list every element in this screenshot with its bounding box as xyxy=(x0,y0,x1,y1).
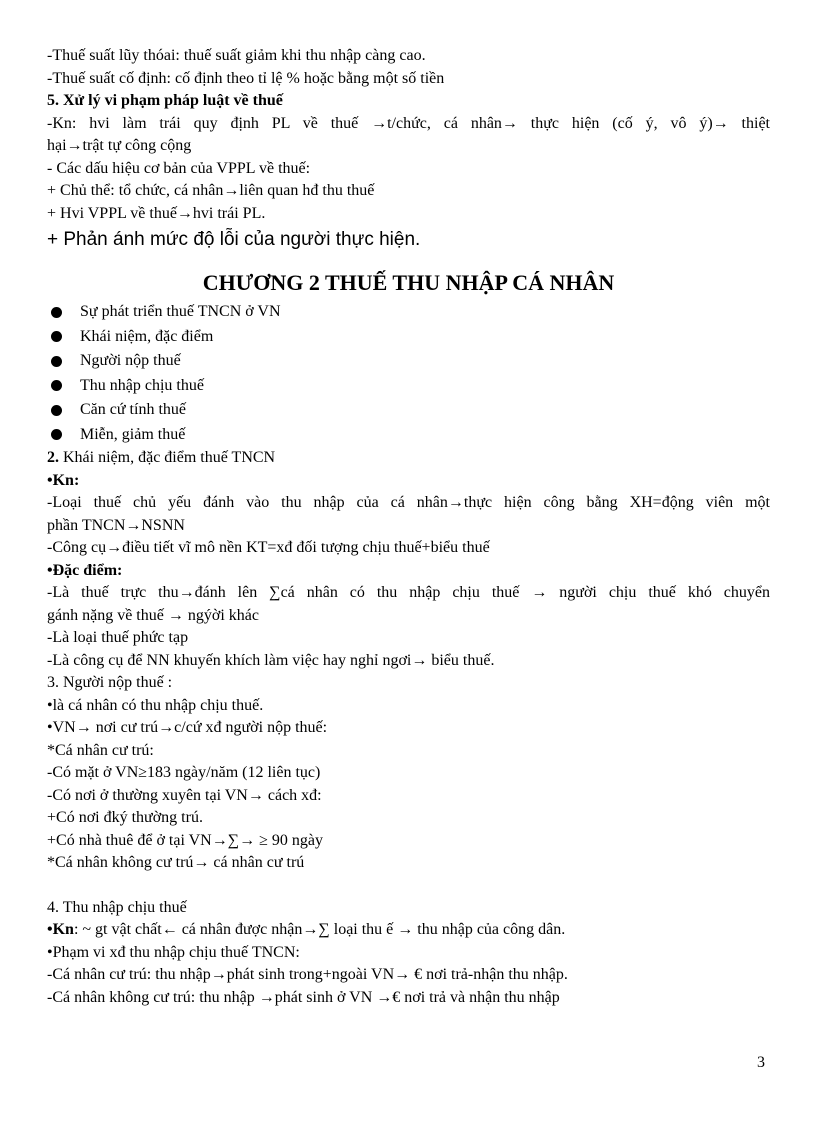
bullet-dot-icon xyxy=(51,380,62,391)
bullet-dot-icon xyxy=(51,307,62,318)
text-line: -Kn: hvi làm trái quy định PL về thuế →t/chức, cá nhân→ thực hiện (cố ý, vô ý)→ thiệt xyxy=(47,114,770,132)
text-line: -Cá nhân không cư trú: thu nhập →phát sinh ở VN →€ nơi trả và nhận thu nhập xyxy=(47,988,560,1006)
text-line: •Kn: ~ gt vật chất← cá nhân được nhận→∑ loại thu ế → thu nhập của công dân. xyxy=(47,921,566,938)
text-line: -Thuế suất cố định: cố định theo tỉ lệ % hoặc bằng một số tiền xyxy=(47,69,445,87)
text-line: -Thuế suất lũy thóai: thuế suất giảm khi thu nhập càng cao. xyxy=(47,47,426,64)
text-line: +Có nơi đký thường trú. xyxy=(47,809,203,826)
text-line: •VN→ nơi cư trú→c/cứ xđ người nộp thuế: xyxy=(47,719,328,736)
text-line: •là cá nhân có thu nhập chịu thuế. xyxy=(47,696,264,714)
subheading: •Đặc điểm: xyxy=(47,561,123,579)
text-line: phần TNCN→NSNN xyxy=(47,516,185,534)
bullet-item: Sự phát triển thuế TNCN ở VN xyxy=(47,300,770,325)
bullet-item: Người nộp thuế xyxy=(47,349,770,374)
text-line: -Loại thuế chủ yếu đánh vào thu nhập của cá nhân→thực hiện công bằng XH=động viên một xyxy=(47,494,770,511)
text-line: *Cá nhân không cư trú→ cá nhân cư trú xyxy=(47,854,305,871)
blank-line xyxy=(47,875,770,897)
page-number: 3 xyxy=(757,1054,765,1071)
text-line: •Phạm vi xđ thu nhập chịu thuế TNCN: xyxy=(47,943,300,961)
text-line: gánh nặng về thuế → ngýời khác xyxy=(47,606,259,624)
text-line: *Cá nhân cư trú: xyxy=(47,741,154,759)
text-line: -Là thuế trực thu→đánh lên ∑cá nhân có thu nhập chịu thuế → người chịu thuế khó chuyển xyxy=(47,584,770,601)
bullet-dot-icon xyxy=(51,356,62,367)
section-heading: 2. Khái niệm, đặc điểm thuế TNCN xyxy=(47,449,276,466)
bullet-dot-icon xyxy=(51,429,62,440)
text-line: -Có nơi ở thường xuyên tại VN→ cách xđ: xyxy=(47,786,322,804)
bullet-dot-icon xyxy=(51,331,62,342)
bullet-dot-icon xyxy=(51,405,62,416)
section-heading: 3. Người nộp thuế : xyxy=(47,674,173,691)
text-line: hại→trật tự công cộng xyxy=(47,137,192,154)
text-line: +Có nhà thuê để ở tại VN→∑→ ≥ 90 ngày xyxy=(47,831,324,849)
bullet-item: Thu nhập chịu thuế xyxy=(47,374,770,399)
bullet-item: Khái niệm, đặc điểm xyxy=(47,325,770,350)
text-line: + Phản ánh mức độ lỗi của người thực hiện. xyxy=(47,229,421,250)
chapter-title: CHƯƠNG 2 THUẾ THU NHẬP CÁ NHÂN xyxy=(202,270,615,295)
text-line: -Cá nhân cư trú: thu nhập→phát sinh trong+ngoài VN→ € nơi trả-nhận thu nhập. xyxy=(47,966,568,983)
text-line: - Các dấu hiệu cơ bản của VPPL về thuế: xyxy=(47,159,311,177)
text-line: + Chủ thể: tổ chức, cá nhân→liên quan hđ thu thuế xyxy=(47,182,375,199)
text-line: -Công cụ→điều tiết vĩ mô nền KT=xđ đối tượng chịu thuế+biểu thuế xyxy=(47,539,490,556)
text-line: -Là công cụ để NN khuyến khích làm việc hay nghỉ ngơi→ biểu thuế. xyxy=(47,651,495,669)
section-heading: 5. Xử lý vi phạm pháp luật về thuế xyxy=(47,92,283,109)
text-line: -Là loại thuế phức tạp xyxy=(47,629,189,646)
subheading: •Kn: xyxy=(47,471,80,489)
text-line: + Hvi VPPL về thuế→hvi trái PL. xyxy=(47,204,266,222)
section-heading: 4. Thu nhập chịu thuế xyxy=(47,898,187,916)
text-line: -Có mặt ở VN≥183 ngày/năm (12 liên tục) xyxy=(47,764,321,781)
bullet-item: Căn cứ tính thuế xyxy=(47,398,770,423)
bullet-item: Miễn, giảm thuế xyxy=(47,423,770,448)
document-page xyxy=(47,45,770,1009)
